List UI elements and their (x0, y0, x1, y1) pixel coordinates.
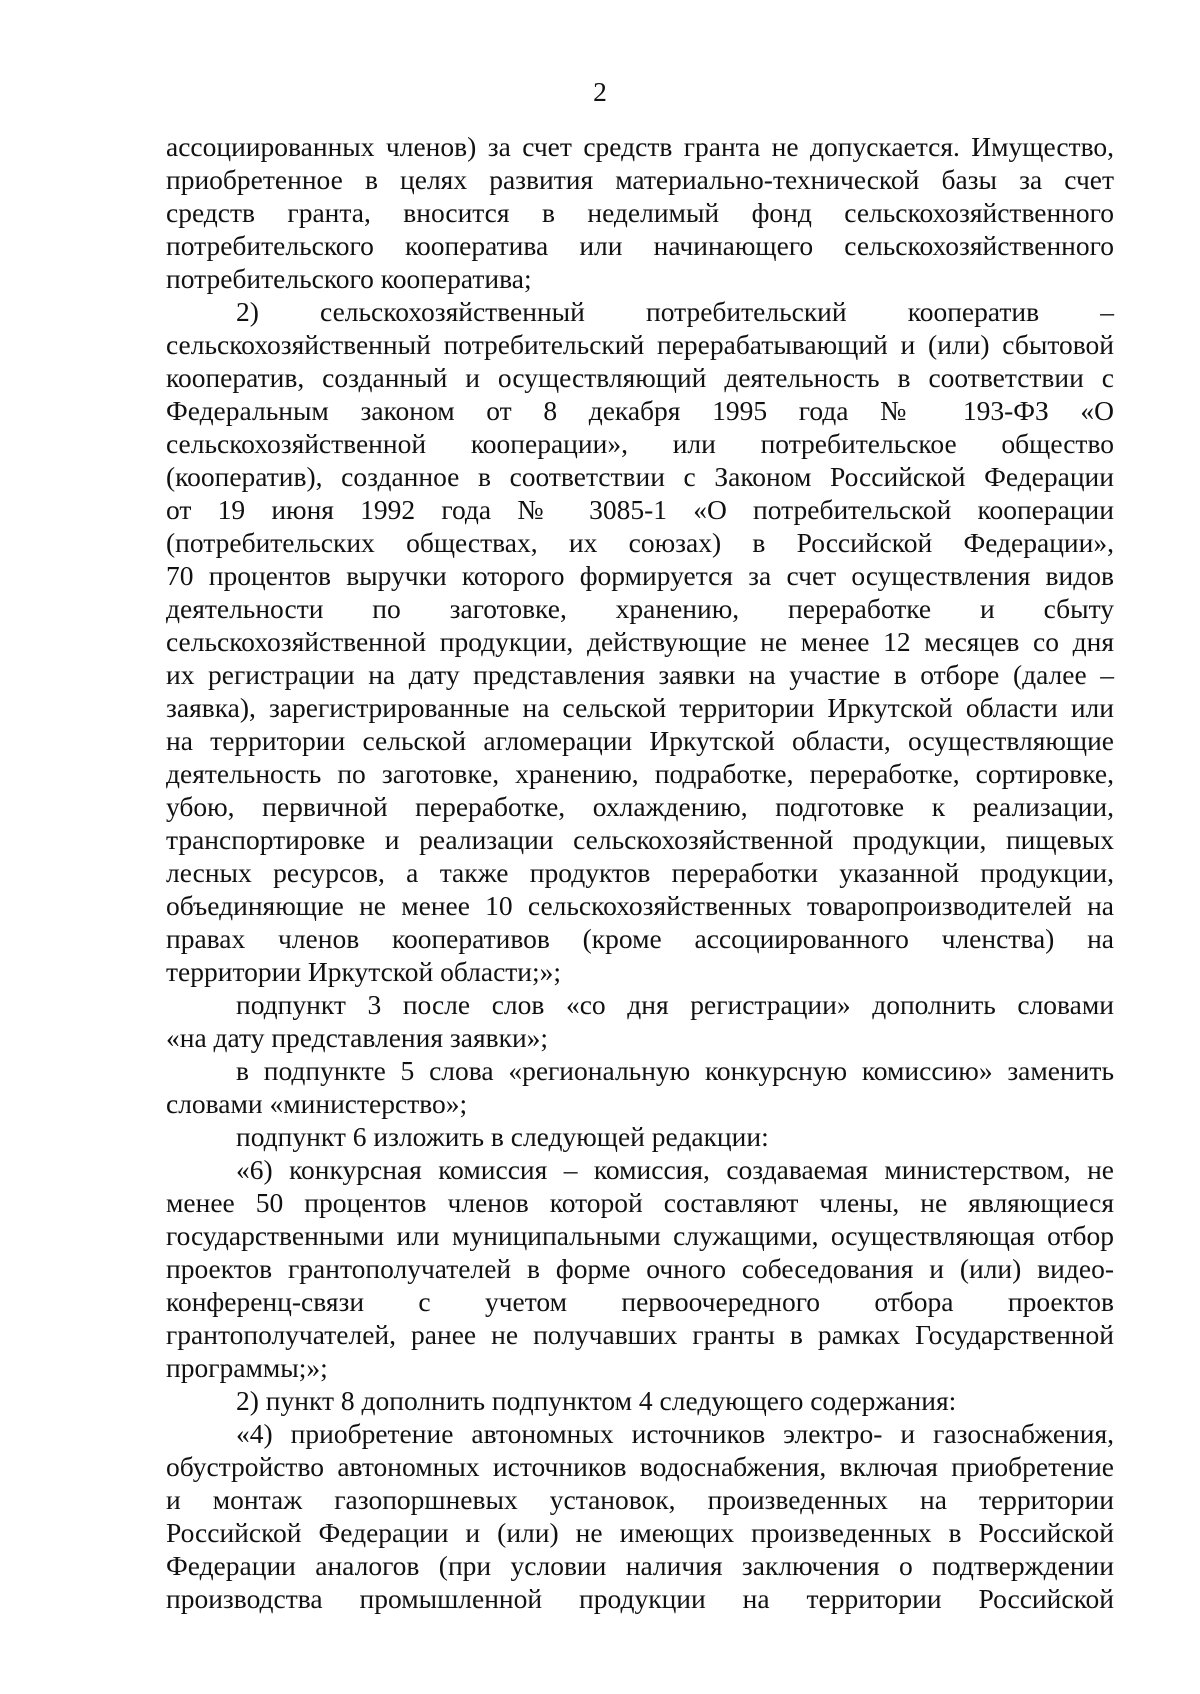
text-line: 70 процентов выручки которого формируется за счет осуществления видов (166, 560, 1114, 591)
text-line: сельскохозяйственной продукции, действующие не менее 12 месяцев со дня (166, 626, 1114, 657)
text-line: (кооператив), созданное в соответствии с Законом Российской Федерации (166, 461, 1114, 492)
text-line: словами «министерство»; (166, 1088, 468, 1119)
text-line: 2) сельскохозяйственный потребительский кооператив – (236, 296, 1114, 327)
text-line: потребительского кооператива или начинающего сельскохозяйственного (166, 230, 1114, 261)
text-line: потребительского кооператива; (166, 263, 532, 294)
text-line: конференц-связи с учетом первоочередного отбора проектов (166, 1286, 1114, 1317)
text-line: в подпункте 5 слова «региональную конкурсную комиссию» заменить (236, 1055, 1114, 1086)
text-line: деятельность по заготовке, хранению, подработке, переработке, сортировке, (166, 758, 1114, 789)
text-line: деятельности по заготовке, хранению, переработке и сбыту (166, 593, 1114, 624)
text-line: производства промышленной продукции на территории Российской (166, 1583, 1114, 1614)
text-line: объединяющие не менее 10 сельскохозяйственных товаропроизводителей на (166, 890, 1114, 921)
text-line: программы;»; (166, 1352, 328, 1383)
text-line: территории Иркутской области;»; (166, 956, 562, 987)
text-line: государственными или муниципальными служащими, осуществляющая отбор (166, 1220, 1114, 1251)
text-line: их регистрации на дату представления заявки на участие в отборе (далее – (166, 659, 1114, 690)
text-line: и монтаж газопоршневых установок, произведенных на территории (166, 1484, 1114, 1515)
text-line: сельскохозяйственный потребительский перерабатывающий и (или) сбытовой (166, 329, 1114, 360)
text-line: от 19 июня 1992 года № 3085-1 «О потребительской кооперации (166, 494, 1114, 525)
text-line: сельскохозяйственной кооперации», или потребительское общество (166, 428, 1114, 459)
text-line: кооператив, созданный и осуществляющий деятельность в соответствии с (166, 362, 1114, 393)
text-line: «4) приобретение автономных источников электро- и газоснабжения, (236, 1418, 1114, 1449)
text-line: транспортировке и реализации сельскохозяйственной продукции, пищевых (166, 824, 1114, 855)
text-line: заявка), зарегистрированные на сельской территории Иркутской области или (166, 692, 1114, 723)
text-line: подпункт 3 после слов «со дня регистрации» дополнить словами (236, 989, 1114, 1020)
text-line: на территории сельской агломерации Иркутской области, осуществляющие (166, 725, 1114, 756)
text-line: приобретенное в целях развития материально-технической базы за счет (166, 164, 1114, 195)
text-line: (потребительских обществах, их союзах) в Российской Федерации», (166, 527, 1114, 558)
text-line: средств гранта, вносится в неделимый фонд сельскохозяйственного (166, 197, 1114, 228)
text-line: «6) конкурсная комиссия – комиссия, создаваемая министерством, не (236, 1154, 1114, 1185)
text-line: «на дату представления заявки»; (166, 1022, 549, 1053)
text-line: грантополучателей, ранее не получавших гранты в рамках Государственной (166, 1319, 1114, 1350)
text-line: лесных ресурсов, а также продуктов переработки указанной продукции, (166, 857, 1114, 888)
text-line: Федерации аналогов (при условии наличия заключения о подтверждении (166, 1550, 1114, 1581)
text-line: проектов грантополучателей в форме очного собеседования и (или) видео- (166, 1253, 1114, 1284)
document-body (166, 130, 1114, 1615)
text-line: ассоциированных членов) за счет средств гранта не допускается. Имущество, (166, 131, 1114, 162)
page-number: 2 (593, 76, 607, 107)
text-line: менее 50 процентов членов которой составляют члены, не являющиеся (166, 1187, 1114, 1218)
text-line: Федеральным законом от 8 декабря 1995 года № 193-ФЗ «О (166, 395, 1114, 426)
text-line: обустройство автономных источников водоснабжения, включая приобретение (166, 1451, 1114, 1482)
text-line: 2) пункт 8 дополнить подпунктом 4 следующего содержания: (236, 1385, 957, 1416)
text-line: правах членов кооперативов (кроме ассоциированного членства) на (166, 923, 1114, 954)
text-line: убою, первичной переработке, охлаждению, подготовке к реализации, (166, 791, 1114, 822)
text-line: Российской Федерации и (или) не имеющих произведенных в Российской (166, 1517, 1114, 1548)
text-line: подпункт 6 изложить в следующей редакции: (236, 1121, 769, 1152)
